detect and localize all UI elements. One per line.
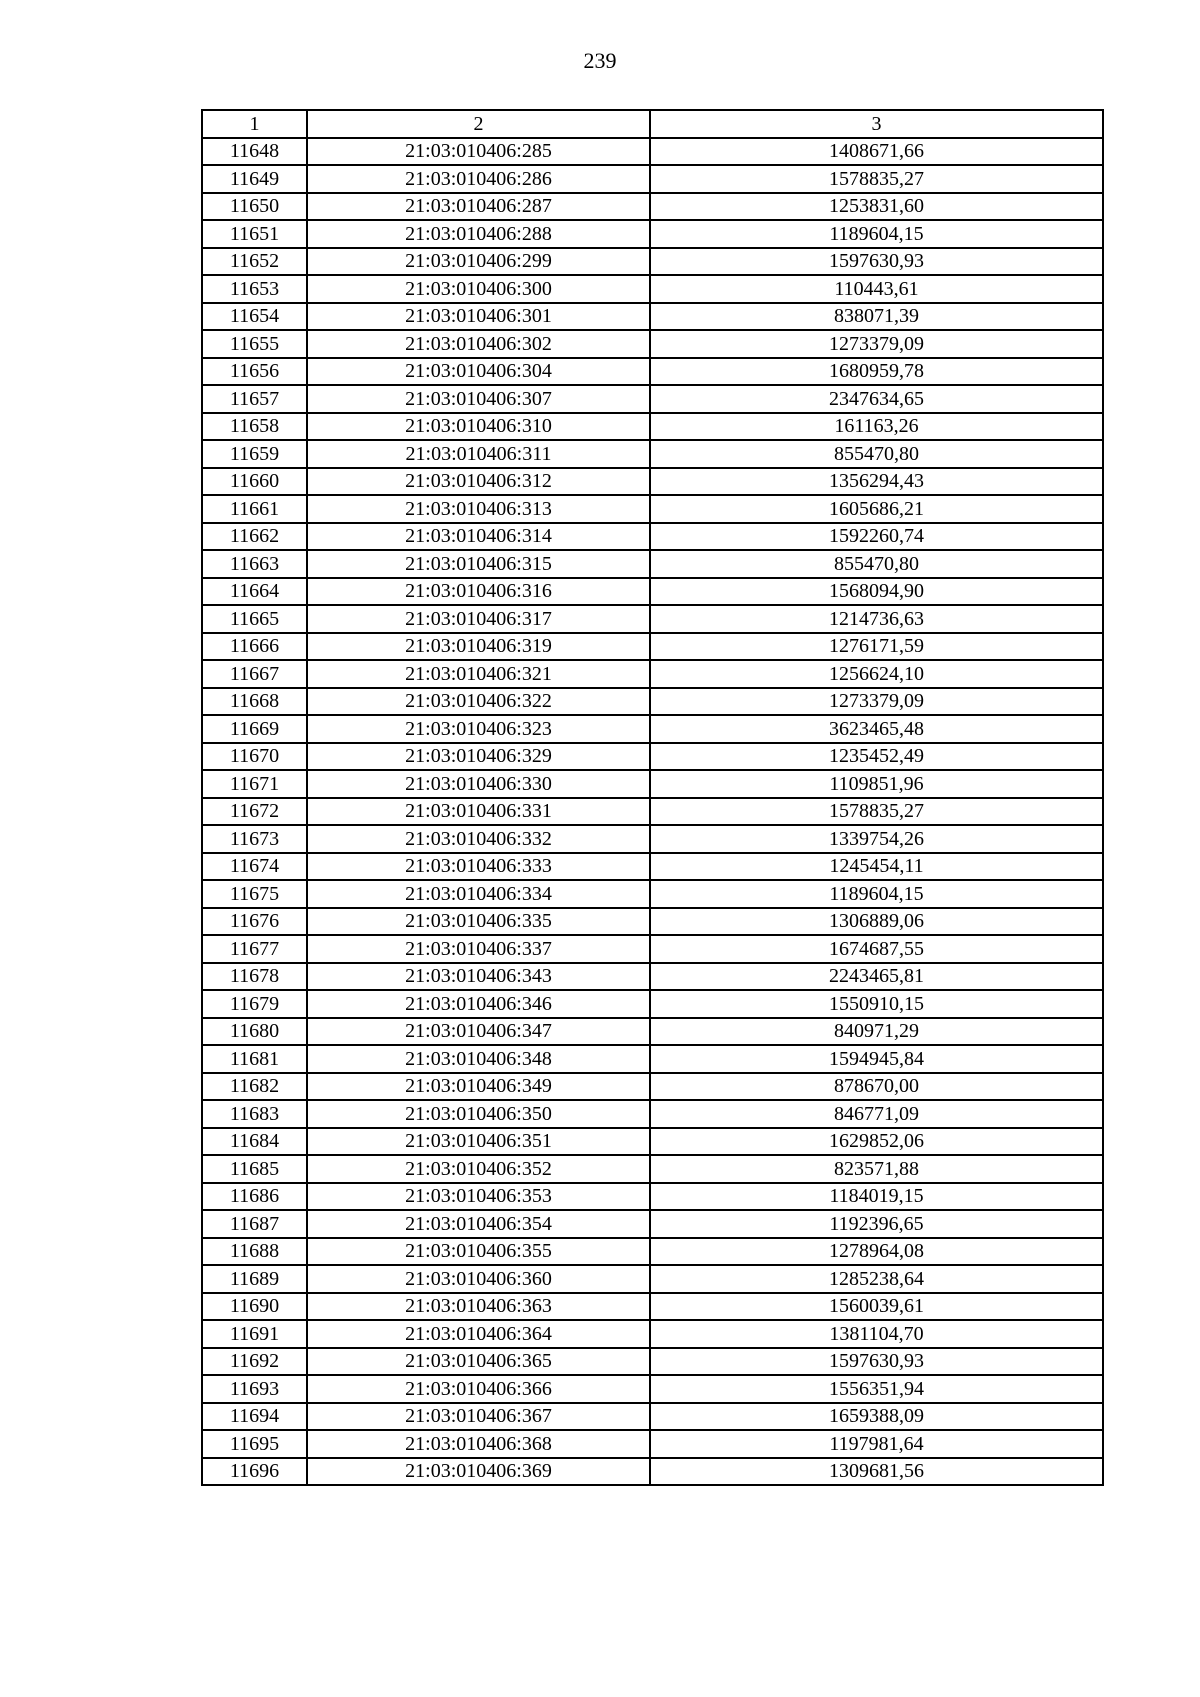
cadastral-number-cell: 21:03:010406:310 bbox=[307, 413, 650, 441]
row-number-cell: 11681 bbox=[202, 1045, 307, 1073]
row-number-cell: 11687 bbox=[202, 1210, 307, 1238]
cadastral-number-cell: 21:03:010406:348 bbox=[307, 1045, 650, 1073]
table-row bbox=[202, 1073, 1103, 1101]
row-number-cell: 11650 bbox=[202, 193, 307, 221]
row-number-cell: 11667 bbox=[202, 660, 307, 688]
table-row bbox=[202, 825, 1103, 853]
table-row bbox=[202, 303, 1103, 331]
table-row bbox=[202, 990, 1103, 1018]
table-row bbox=[202, 275, 1103, 303]
cadastral-number-cell: 21:03:010406:335 bbox=[307, 908, 650, 936]
value-cell: 1235452,49 bbox=[650, 743, 1103, 771]
row-number-cell: 11659 bbox=[202, 440, 307, 468]
cadastral-number-cell: 21:03:010406:286 bbox=[307, 165, 650, 193]
value-cell: 1109851,96 bbox=[650, 770, 1103, 798]
row-number-cell: 11691 bbox=[202, 1320, 307, 1348]
row-number-cell: 11672 bbox=[202, 798, 307, 826]
row-number-cell: 11666 bbox=[202, 633, 307, 661]
row-number-cell: 11685 bbox=[202, 1155, 307, 1183]
cadastral-number-cell: 21:03:010406:300 bbox=[307, 275, 650, 303]
cadastral-number-cell: 21:03:010406:321 bbox=[307, 660, 650, 688]
row-number-cell: 11662 bbox=[202, 523, 307, 551]
row-number-cell: 11682 bbox=[202, 1073, 307, 1101]
table-row bbox=[202, 1210, 1103, 1238]
column-header-2: 2 bbox=[307, 110, 650, 138]
row-number-cell: 11669 bbox=[202, 715, 307, 743]
value-cell: 1306889,06 bbox=[650, 908, 1103, 936]
cadastral-number-cell: 21:03:010406:346 bbox=[307, 990, 650, 1018]
cadastral-number-cell: 21:03:010406:288 bbox=[307, 220, 650, 248]
table-row bbox=[202, 523, 1103, 551]
value-cell: 1253831,60 bbox=[650, 193, 1103, 221]
cadastral-number-cell: 21:03:010406:366 bbox=[307, 1375, 650, 1403]
row-number-cell: 11668 bbox=[202, 688, 307, 716]
cadastral-number-cell: 21:03:010406:319 bbox=[307, 633, 650, 661]
value-cell: 1597630,93 bbox=[650, 1348, 1103, 1376]
value-cell: 110443,61 bbox=[650, 275, 1103, 303]
value-cell: 1680959,78 bbox=[650, 358, 1103, 386]
cadastral-number-cell: 21:03:010406:334 bbox=[307, 880, 650, 908]
row-number-cell: 11678 bbox=[202, 963, 307, 991]
value-cell: 1339754,26 bbox=[650, 825, 1103, 853]
table-row bbox=[202, 1348, 1103, 1376]
table-row bbox=[202, 220, 1103, 248]
row-number-cell: 11684 bbox=[202, 1128, 307, 1156]
table-row bbox=[202, 1100, 1103, 1128]
value-cell: 1273379,09 bbox=[650, 330, 1103, 358]
row-number-cell: 11670 bbox=[202, 743, 307, 771]
cadastral-number-cell: 21:03:010406:302 bbox=[307, 330, 650, 358]
value-cell: 1189604,15 bbox=[650, 220, 1103, 248]
table-row bbox=[202, 1183, 1103, 1211]
table-row bbox=[202, 1018, 1103, 1046]
row-number-cell: 11690 bbox=[202, 1293, 307, 1321]
table-row bbox=[202, 385, 1103, 413]
value-cell: 1674687,55 bbox=[650, 935, 1103, 963]
cadastral-number-cell: 21:03:010406:349 bbox=[307, 1073, 650, 1101]
value-cell: 1276171,59 bbox=[650, 633, 1103, 661]
table-row bbox=[202, 1430, 1103, 1458]
value-cell: 1629852,06 bbox=[650, 1128, 1103, 1156]
value-cell: 2243465,81 bbox=[650, 963, 1103, 991]
row-number-cell: 11692 bbox=[202, 1348, 307, 1376]
table-row bbox=[202, 193, 1103, 221]
value-cell: 1245454,11 bbox=[650, 853, 1103, 881]
row-number-cell: 11676 bbox=[202, 908, 307, 936]
table-row bbox=[202, 633, 1103, 661]
page-number: 239 bbox=[583, 48, 617, 73]
cadastral-number-cell: 21:03:010406:307 bbox=[307, 385, 650, 413]
table-row bbox=[202, 330, 1103, 358]
row-number-cell: 11693 bbox=[202, 1375, 307, 1403]
table-row bbox=[202, 1155, 1103, 1183]
table-row bbox=[202, 1045, 1103, 1073]
cadastral-number-cell: 21:03:010406:329 bbox=[307, 743, 650, 771]
row-number-cell: 11696 bbox=[202, 1458, 307, 1486]
row-number-cell: 11652 bbox=[202, 248, 307, 276]
table-row bbox=[202, 880, 1103, 908]
table-row bbox=[202, 468, 1103, 496]
table-row bbox=[202, 495, 1103, 523]
row-number-cell: 11689 bbox=[202, 1265, 307, 1293]
table-row bbox=[202, 908, 1103, 936]
table-row bbox=[202, 1128, 1103, 1156]
value-cell: 1184019,15 bbox=[650, 1183, 1103, 1211]
row-number-cell: 11653 bbox=[202, 275, 307, 303]
value-cell: 1278964,08 bbox=[650, 1238, 1103, 1266]
value-cell: 855470,80 bbox=[650, 550, 1103, 578]
row-number-cell: 11663 bbox=[202, 550, 307, 578]
value-cell: 846771,09 bbox=[650, 1100, 1103, 1128]
cadastral-number-cell: 21:03:010406:316 bbox=[307, 578, 650, 606]
table-row bbox=[202, 248, 1103, 276]
table-row bbox=[202, 963, 1103, 991]
cadastral-number-cell: 21:03:010406:353 bbox=[307, 1183, 650, 1211]
cadastral-number-cell: 21:03:010406:369 bbox=[307, 1458, 650, 1486]
table-body bbox=[202, 138, 1103, 1486]
row-number-cell: 11664 bbox=[202, 578, 307, 606]
cadastral-number-cell: 21:03:010406:333 bbox=[307, 853, 650, 881]
row-number-cell: 11674 bbox=[202, 853, 307, 881]
cadastral-number-cell: 21:03:010406:368 bbox=[307, 1430, 650, 1458]
cadastral-number-cell: 21:03:010406:360 bbox=[307, 1265, 650, 1293]
value-cell: 878670,00 bbox=[650, 1073, 1103, 1101]
table-row bbox=[202, 715, 1103, 743]
cadastral-number-cell: 21:03:010406:299 bbox=[307, 248, 650, 276]
row-number-cell: 11657 bbox=[202, 385, 307, 413]
value-cell: 1381104,70 bbox=[650, 1320, 1103, 1348]
table-row bbox=[202, 935, 1103, 963]
header-row bbox=[202, 110, 1103, 138]
value-cell: 838071,39 bbox=[650, 303, 1103, 331]
row-number-cell: 11694 bbox=[202, 1403, 307, 1431]
cadastral-number-cell: 21:03:010406:364 bbox=[307, 1320, 650, 1348]
cadastral-number-cell: 21:03:010406:332 bbox=[307, 825, 650, 853]
value-cell: 1408671,66 bbox=[650, 138, 1103, 166]
table-row bbox=[202, 578, 1103, 606]
table-row bbox=[202, 165, 1103, 193]
cadastral-number-cell: 21:03:010406:287 bbox=[307, 193, 650, 221]
table-row bbox=[202, 1403, 1103, 1431]
cadastral-number-cell: 21:03:010406:330 bbox=[307, 770, 650, 798]
cadastral-number-cell: 21:03:010406:304 bbox=[307, 358, 650, 386]
table-row bbox=[202, 358, 1103, 386]
value-cell: 823571,88 bbox=[650, 1155, 1103, 1183]
value-cell: 161163,26 bbox=[650, 413, 1103, 441]
cadastral-number-cell: 21:03:010406:311 bbox=[307, 440, 650, 468]
cadastral-number-cell: 21:03:010406:331 bbox=[307, 798, 650, 826]
cadastral-number-cell: 21:03:010406:315 bbox=[307, 550, 650, 578]
row-number-cell: 11658 bbox=[202, 413, 307, 441]
cadastral-number-cell: 21:03:010406:347 bbox=[307, 1018, 650, 1046]
cadastral-number-cell: 21:03:010406:322 bbox=[307, 688, 650, 716]
table-row bbox=[202, 743, 1103, 771]
row-number-cell: 11648 bbox=[202, 138, 307, 166]
row-number-cell: 11655 bbox=[202, 330, 307, 358]
cadastral-number-cell: 21:03:010406:365 bbox=[307, 1348, 650, 1376]
table-row bbox=[202, 660, 1103, 688]
value-cell: 1189604,15 bbox=[650, 880, 1103, 908]
table-row bbox=[202, 853, 1103, 881]
value-cell: 1356294,43 bbox=[650, 468, 1103, 496]
table-header bbox=[202, 110, 1103, 138]
cadastral-number-cell: 21:03:010406:313 bbox=[307, 495, 650, 523]
table-row bbox=[202, 440, 1103, 468]
row-number-cell: 11695 bbox=[202, 1430, 307, 1458]
value-cell: 855470,80 bbox=[650, 440, 1103, 468]
cadastral-number-cell: 21:03:010406:352 bbox=[307, 1155, 650, 1183]
value-cell: 1197981,64 bbox=[650, 1430, 1103, 1458]
value-cell: 1309681,56 bbox=[650, 1458, 1103, 1486]
column-header-1: 1 bbox=[202, 110, 307, 138]
row-number-cell: 11665 bbox=[202, 605, 307, 633]
row-number-cell: 11680 bbox=[202, 1018, 307, 1046]
table-row bbox=[202, 1458, 1103, 1486]
table-row bbox=[202, 1238, 1103, 1266]
row-number-cell: 11686 bbox=[202, 1183, 307, 1211]
cadastral-number-cell: 21:03:010406:354 bbox=[307, 1210, 650, 1238]
value-cell: 3623465,48 bbox=[650, 715, 1103, 743]
row-number-cell: 11661 bbox=[202, 495, 307, 523]
value-cell: 1568094,90 bbox=[650, 578, 1103, 606]
table-row bbox=[202, 798, 1103, 826]
value-cell: 1560039,61 bbox=[650, 1293, 1103, 1321]
value-cell: 1605686,21 bbox=[650, 495, 1103, 523]
value-cell: 840971,29 bbox=[650, 1018, 1103, 1046]
value-cell: 1592260,74 bbox=[650, 523, 1103, 551]
cadastral-number-cell: 21:03:010406:317 bbox=[307, 605, 650, 633]
row-number-cell: 11649 bbox=[202, 165, 307, 193]
value-cell: 1578835,27 bbox=[650, 165, 1103, 193]
row-number-cell: 11679 bbox=[202, 990, 307, 1018]
row-number-cell: 11656 bbox=[202, 358, 307, 386]
cadastral-number-cell: 21:03:010406:343 bbox=[307, 963, 650, 991]
table-row bbox=[202, 138, 1103, 166]
cadastral-number-cell: 21:03:010406:312 bbox=[307, 468, 650, 496]
value-cell: 1214736,63 bbox=[650, 605, 1103, 633]
cadastral-number-cell: 21:03:010406:351 bbox=[307, 1128, 650, 1156]
value-cell: 1578835,27 bbox=[650, 798, 1103, 826]
row-number-cell: 11651 bbox=[202, 220, 307, 248]
table-row bbox=[202, 1375, 1103, 1403]
cadastral-number-cell: 21:03:010406:337 bbox=[307, 935, 650, 963]
cadastral-number-cell: 21:03:010406:363 bbox=[307, 1293, 650, 1321]
row-number-cell: 11675 bbox=[202, 880, 307, 908]
table-row bbox=[202, 1320, 1103, 1348]
value-cell: 1597630,93 bbox=[650, 248, 1103, 276]
cadastral-number-cell: 21:03:010406:367 bbox=[307, 1403, 650, 1431]
value-cell: 1556351,94 bbox=[650, 1375, 1103, 1403]
table-row bbox=[202, 605, 1103, 633]
cadastral-number-cell: 21:03:010406:323 bbox=[307, 715, 650, 743]
table-row bbox=[202, 688, 1103, 716]
value-cell: 1594945,84 bbox=[650, 1045, 1103, 1073]
value-cell: 1192396,65 bbox=[650, 1210, 1103, 1238]
table-row bbox=[202, 770, 1103, 798]
row-number-cell: 11688 bbox=[202, 1238, 307, 1266]
value-cell: 1273379,09 bbox=[650, 688, 1103, 716]
registry-table bbox=[201, 109, 1104, 1486]
row-number-cell: 11673 bbox=[202, 825, 307, 853]
row-number-cell: 11654 bbox=[202, 303, 307, 331]
cadastral-number-cell: 21:03:010406:355 bbox=[307, 1238, 650, 1266]
cadastral-number-cell: 21:03:010406:350 bbox=[307, 1100, 650, 1128]
value-cell: 2347634,65 bbox=[650, 385, 1103, 413]
table-row bbox=[202, 413, 1103, 441]
cadastral-number-cell: 21:03:010406:314 bbox=[307, 523, 650, 551]
table-row bbox=[202, 550, 1103, 578]
value-cell: 1550910,15 bbox=[650, 990, 1103, 1018]
row-number-cell: 11660 bbox=[202, 468, 307, 496]
table-row bbox=[202, 1293, 1103, 1321]
value-cell: 1659388,09 bbox=[650, 1403, 1103, 1431]
table-row bbox=[202, 1265, 1103, 1293]
cadastral-number-cell: 21:03:010406:301 bbox=[307, 303, 650, 331]
value-cell: 1256624,10 bbox=[650, 660, 1103, 688]
column-header-3: 3 bbox=[650, 110, 1103, 138]
row-number-cell: 11671 bbox=[202, 770, 307, 798]
row-number-cell: 11683 bbox=[202, 1100, 307, 1128]
cadastral-number-cell: 21:03:010406:285 bbox=[307, 138, 650, 166]
value-cell: 1285238,64 bbox=[650, 1265, 1103, 1293]
row-number-cell: 11677 bbox=[202, 935, 307, 963]
